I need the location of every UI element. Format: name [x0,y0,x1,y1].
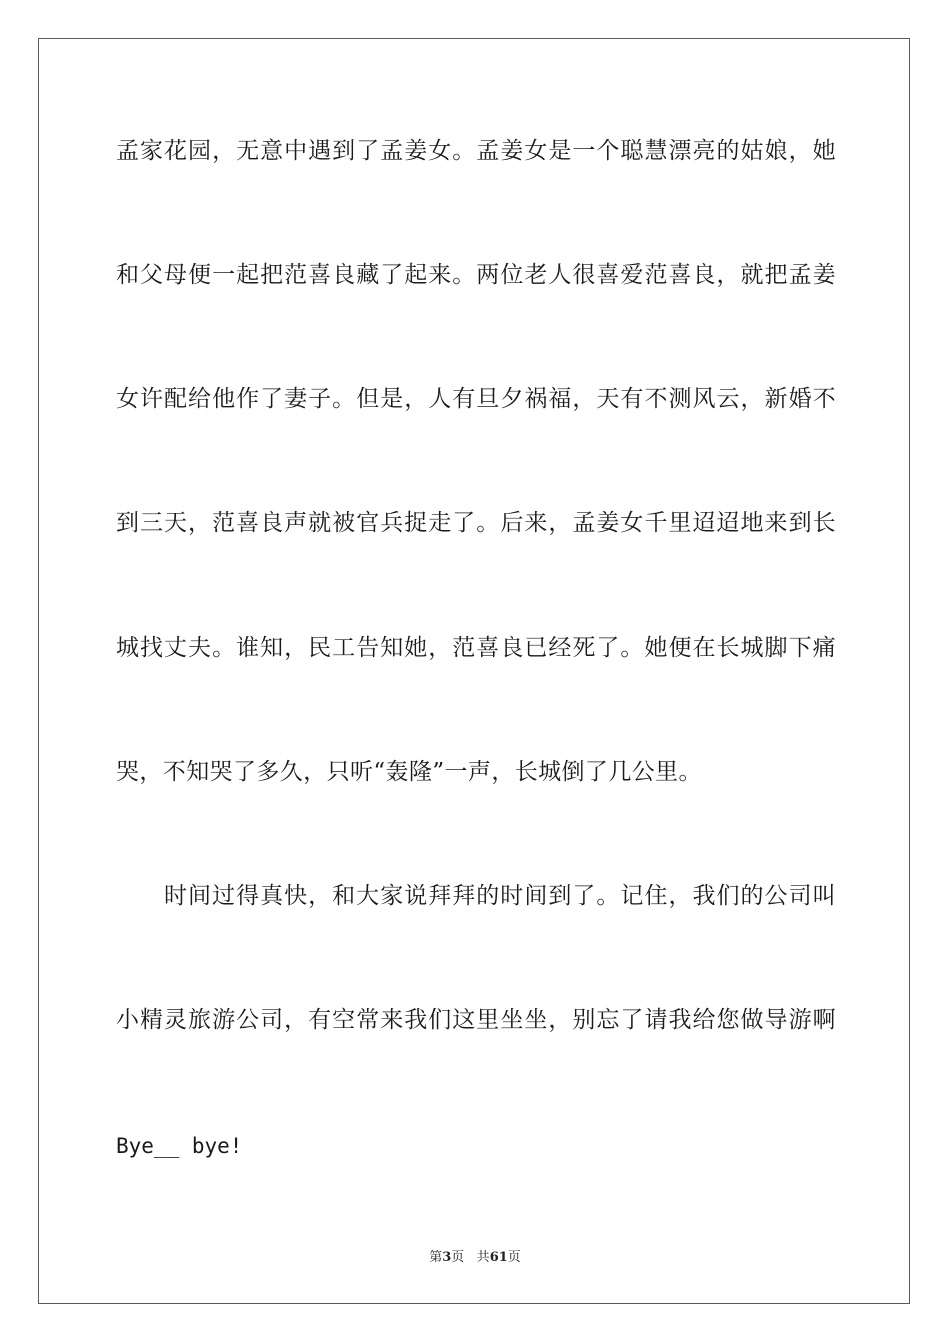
paragraph-line-3: 女许配给他作了妻子。但是，人有旦夕祸福，天有不测风云，新婚不 [116,386,836,412]
paragraph-line-1: 孟家花园，无意中遇到了孟姜女。孟姜女是一个聪慧漂亮的姑娘，她 [116,138,836,164]
page-footer [0,1246,950,1265]
paragraph-line-8: 小精灵旅游公司，有空常来我们这里坐坐，别忘了请我给您做导游啊 [116,1007,836,1033]
paragraph-line-4: 到三天，范喜良声就被官兵捉走了。后来，孟姜女千里迢迢地来到长 [116,510,836,536]
paragraph-line-2: 和父母便一起把范喜良藏了起来。两位老人很喜爱范喜良，就把孟姜 [116,262,836,288]
paragraph-line-6: 哭，不知哭了多久，只听“轰隆”一声，长城倒了几公里。 [116,759,702,785]
total-prefix: 共 [476,1250,490,1265]
page-frame [38,38,910,1304]
page-suffix: 页 [451,1250,465,1265]
paragraph-line-5: 城找丈夫。谁知，民工告知她，范喜良已经死了。她便在长城脚下痛 [116,635,836,661]
page-prefix: 第 [429,1250,443,1265]
total-pages: 61 [489,1250,508,1265]
page-number: 3 [442,1250,452,1265]
total-suffix: 页 [507,1250,521,1265]
paragraph-line-7: 时间过得真快，和大家说拜拜的时间到了。记住，我们的公司叫 [164,883,836,909]
closing-line: Bye__ bye! [116,1134,243,1158]
